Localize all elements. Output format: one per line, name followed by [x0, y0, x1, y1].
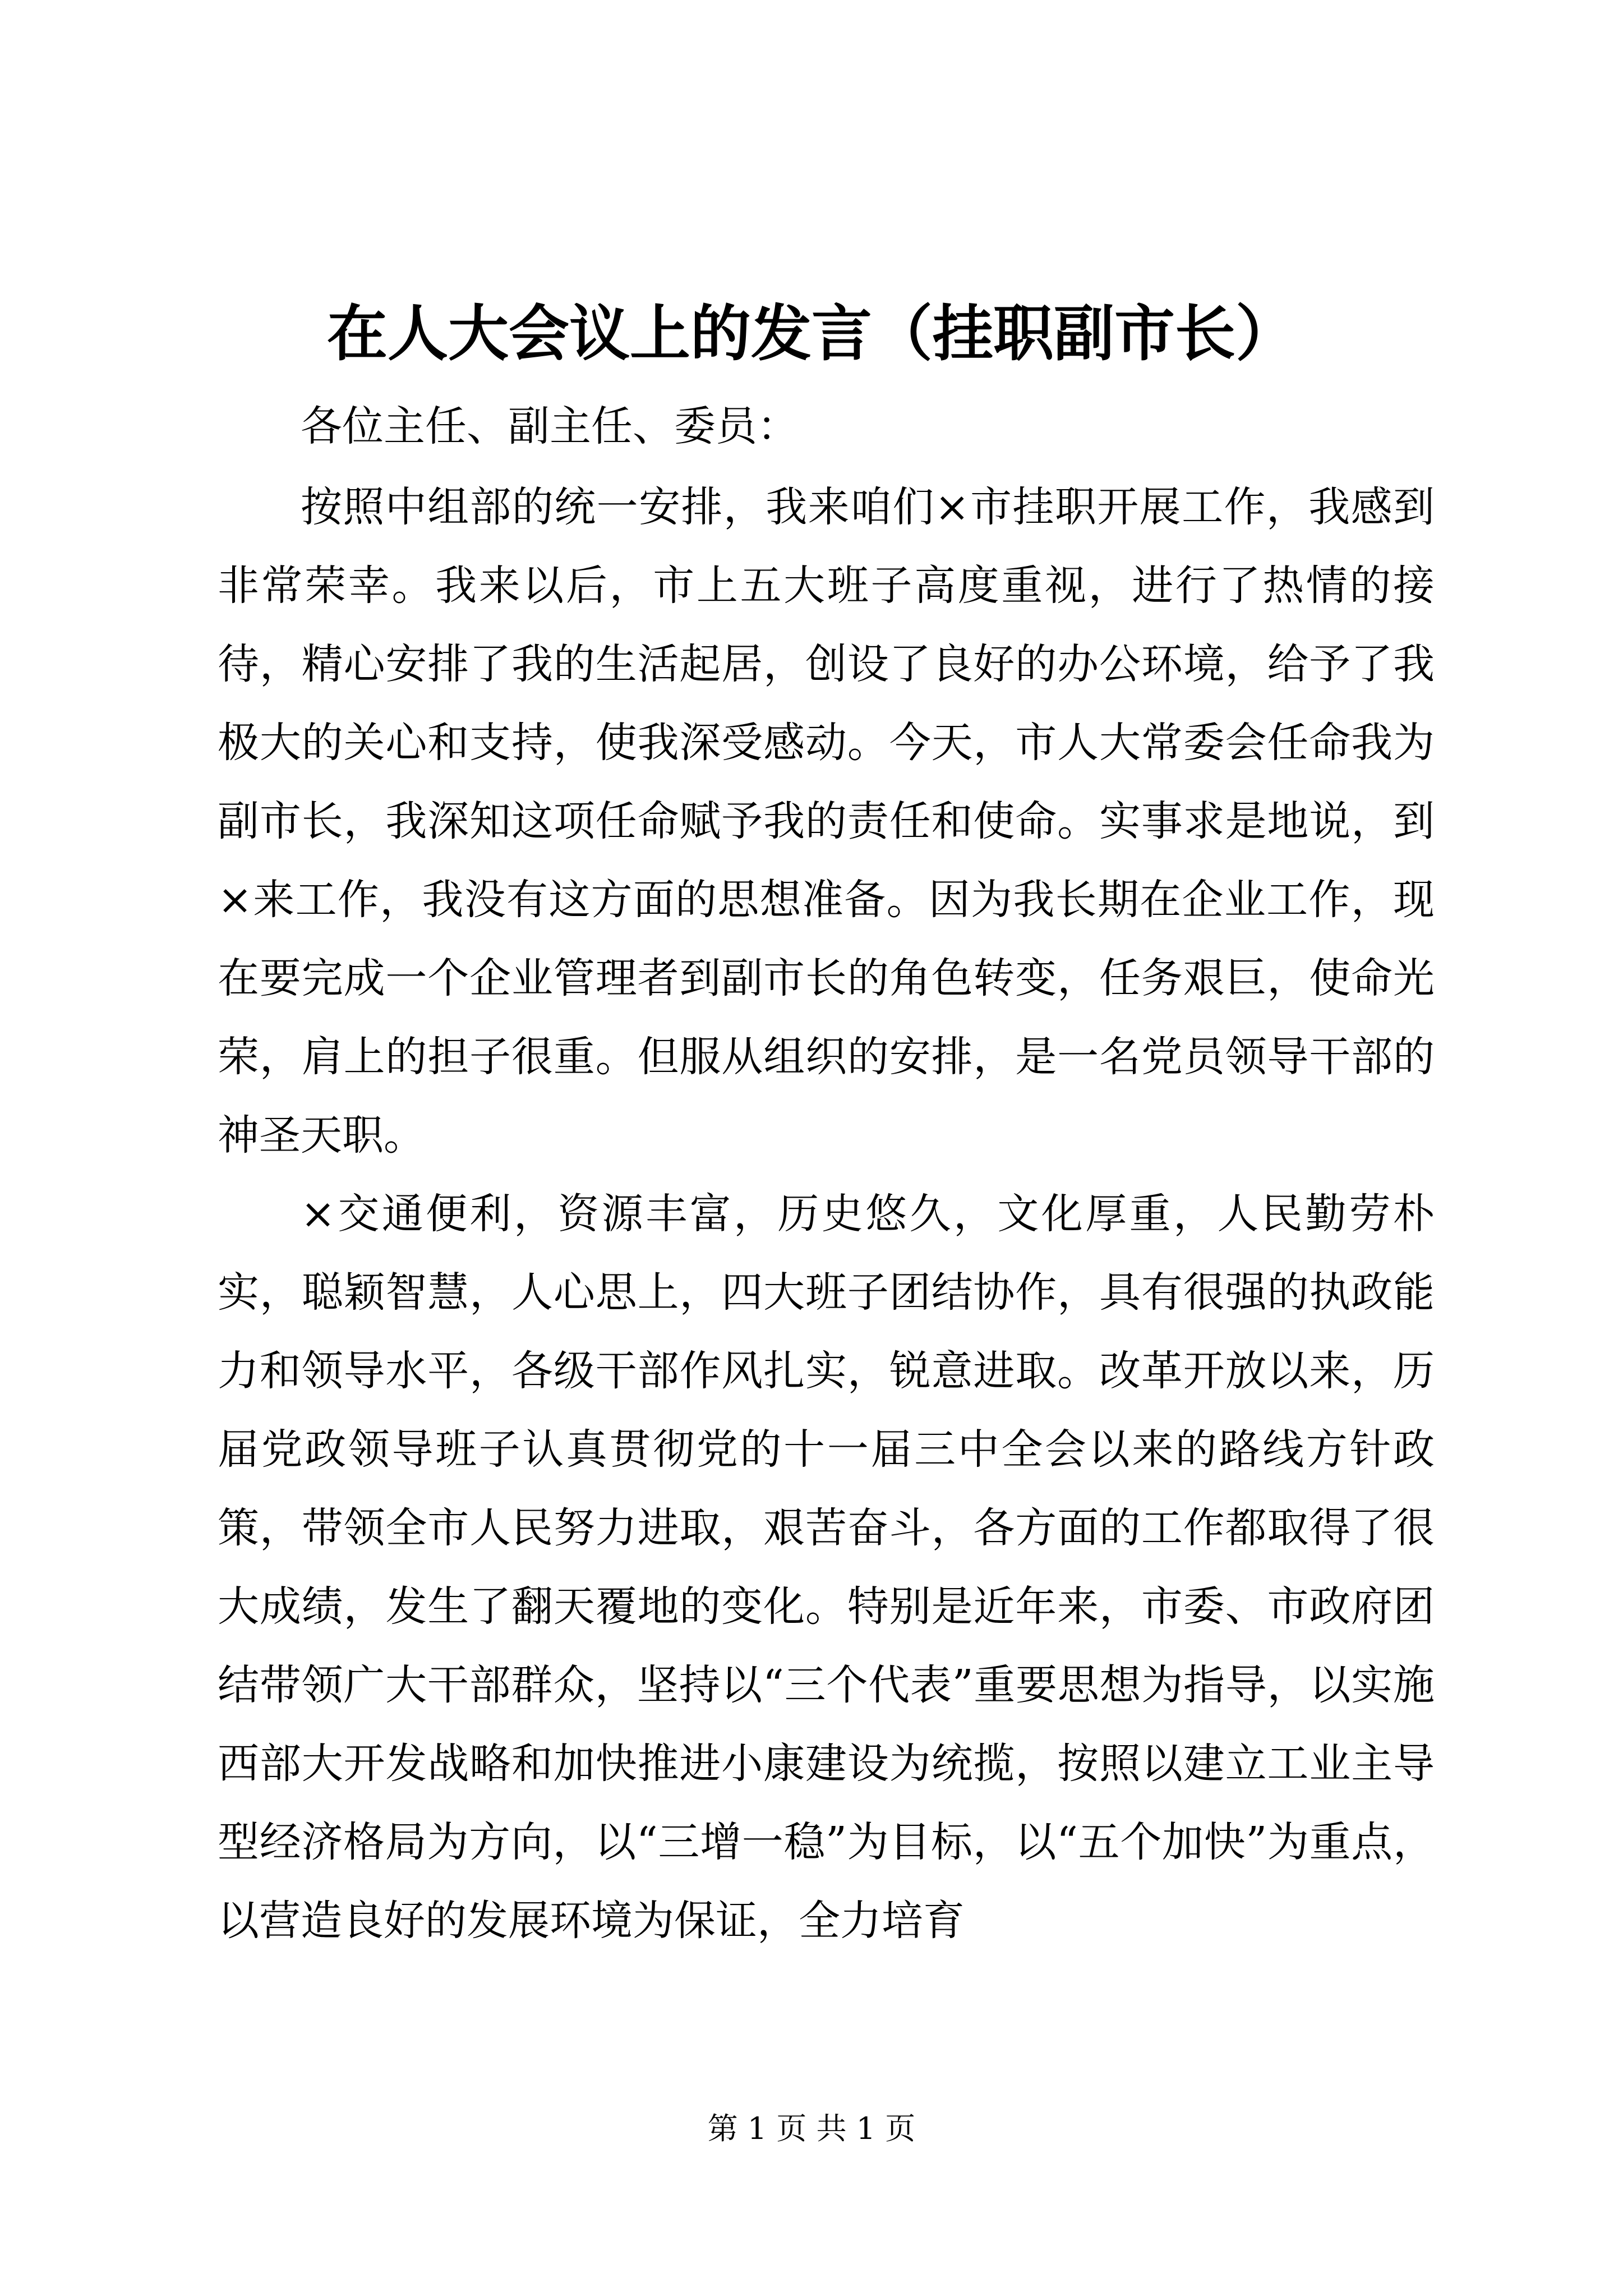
document-body: [218, 387, 1435, 1960]
salutation: 各位主任、副主任、委员：: [301, 402, 799, 450]
paragraph-2: ×交通便利，资源丰富，历史悠久，文化厚重，人民勤劳朴实，聪颖智慧，人心思上，四大班子团结协作，具有很强的执政能力和领导水平，各级干部作风扎实，锐意进取。改革开放以来，历届党政领导班子认真贯彻党的十一届三中全会以来的路线方针政策，带领全市人民努力进取，艰苦奋斗，各方面的工作都取得了很大成绩，发生了翻天覆地的变化。特别是近年来，市委、市政府团结带领广大干部群众，坚持以“三个代表”重要思想为指导，以实施西部大开发战略和加快推进小康建设为统揽，按照以建立工业主导型经济格局为方向，以“三增一稳”为目标，以“五个加快”为重点，以营造良好的发展环境为保证，全力培育: [218, 1190, 1435, 1945]
paragraph-1: 按照中组部的统一安排，我来咱们×市挂职开展工作，我感到非常荣幸。我来以后，市上五大班子高度重视，进行了热情的接待，精心安排了我的生活起居，创设了良好的办公环境，给予了我极大的关心和支持，使我深受感动。今天，市人大常委会任命我为副市长，我深知这项任命赋予我的责任和使命。实事求是地说，到×来工作，我没有这方面的思想准备。因为我长期在企业工作，现在要完成一个企业管理者到副市长的角色转变，任务艰巨，使命光荣，肩上的担子很重。但服从组织的安排，是一名党员领导干部的神圣天职。: [218, 483, 1435, 1159]
page-footer: 第 1 页 共 1 页: [707, 2111, 916, 2146]
document-title: 在人大会议上的发言（挂职副市长）: [326, 298, 1296, 369]
